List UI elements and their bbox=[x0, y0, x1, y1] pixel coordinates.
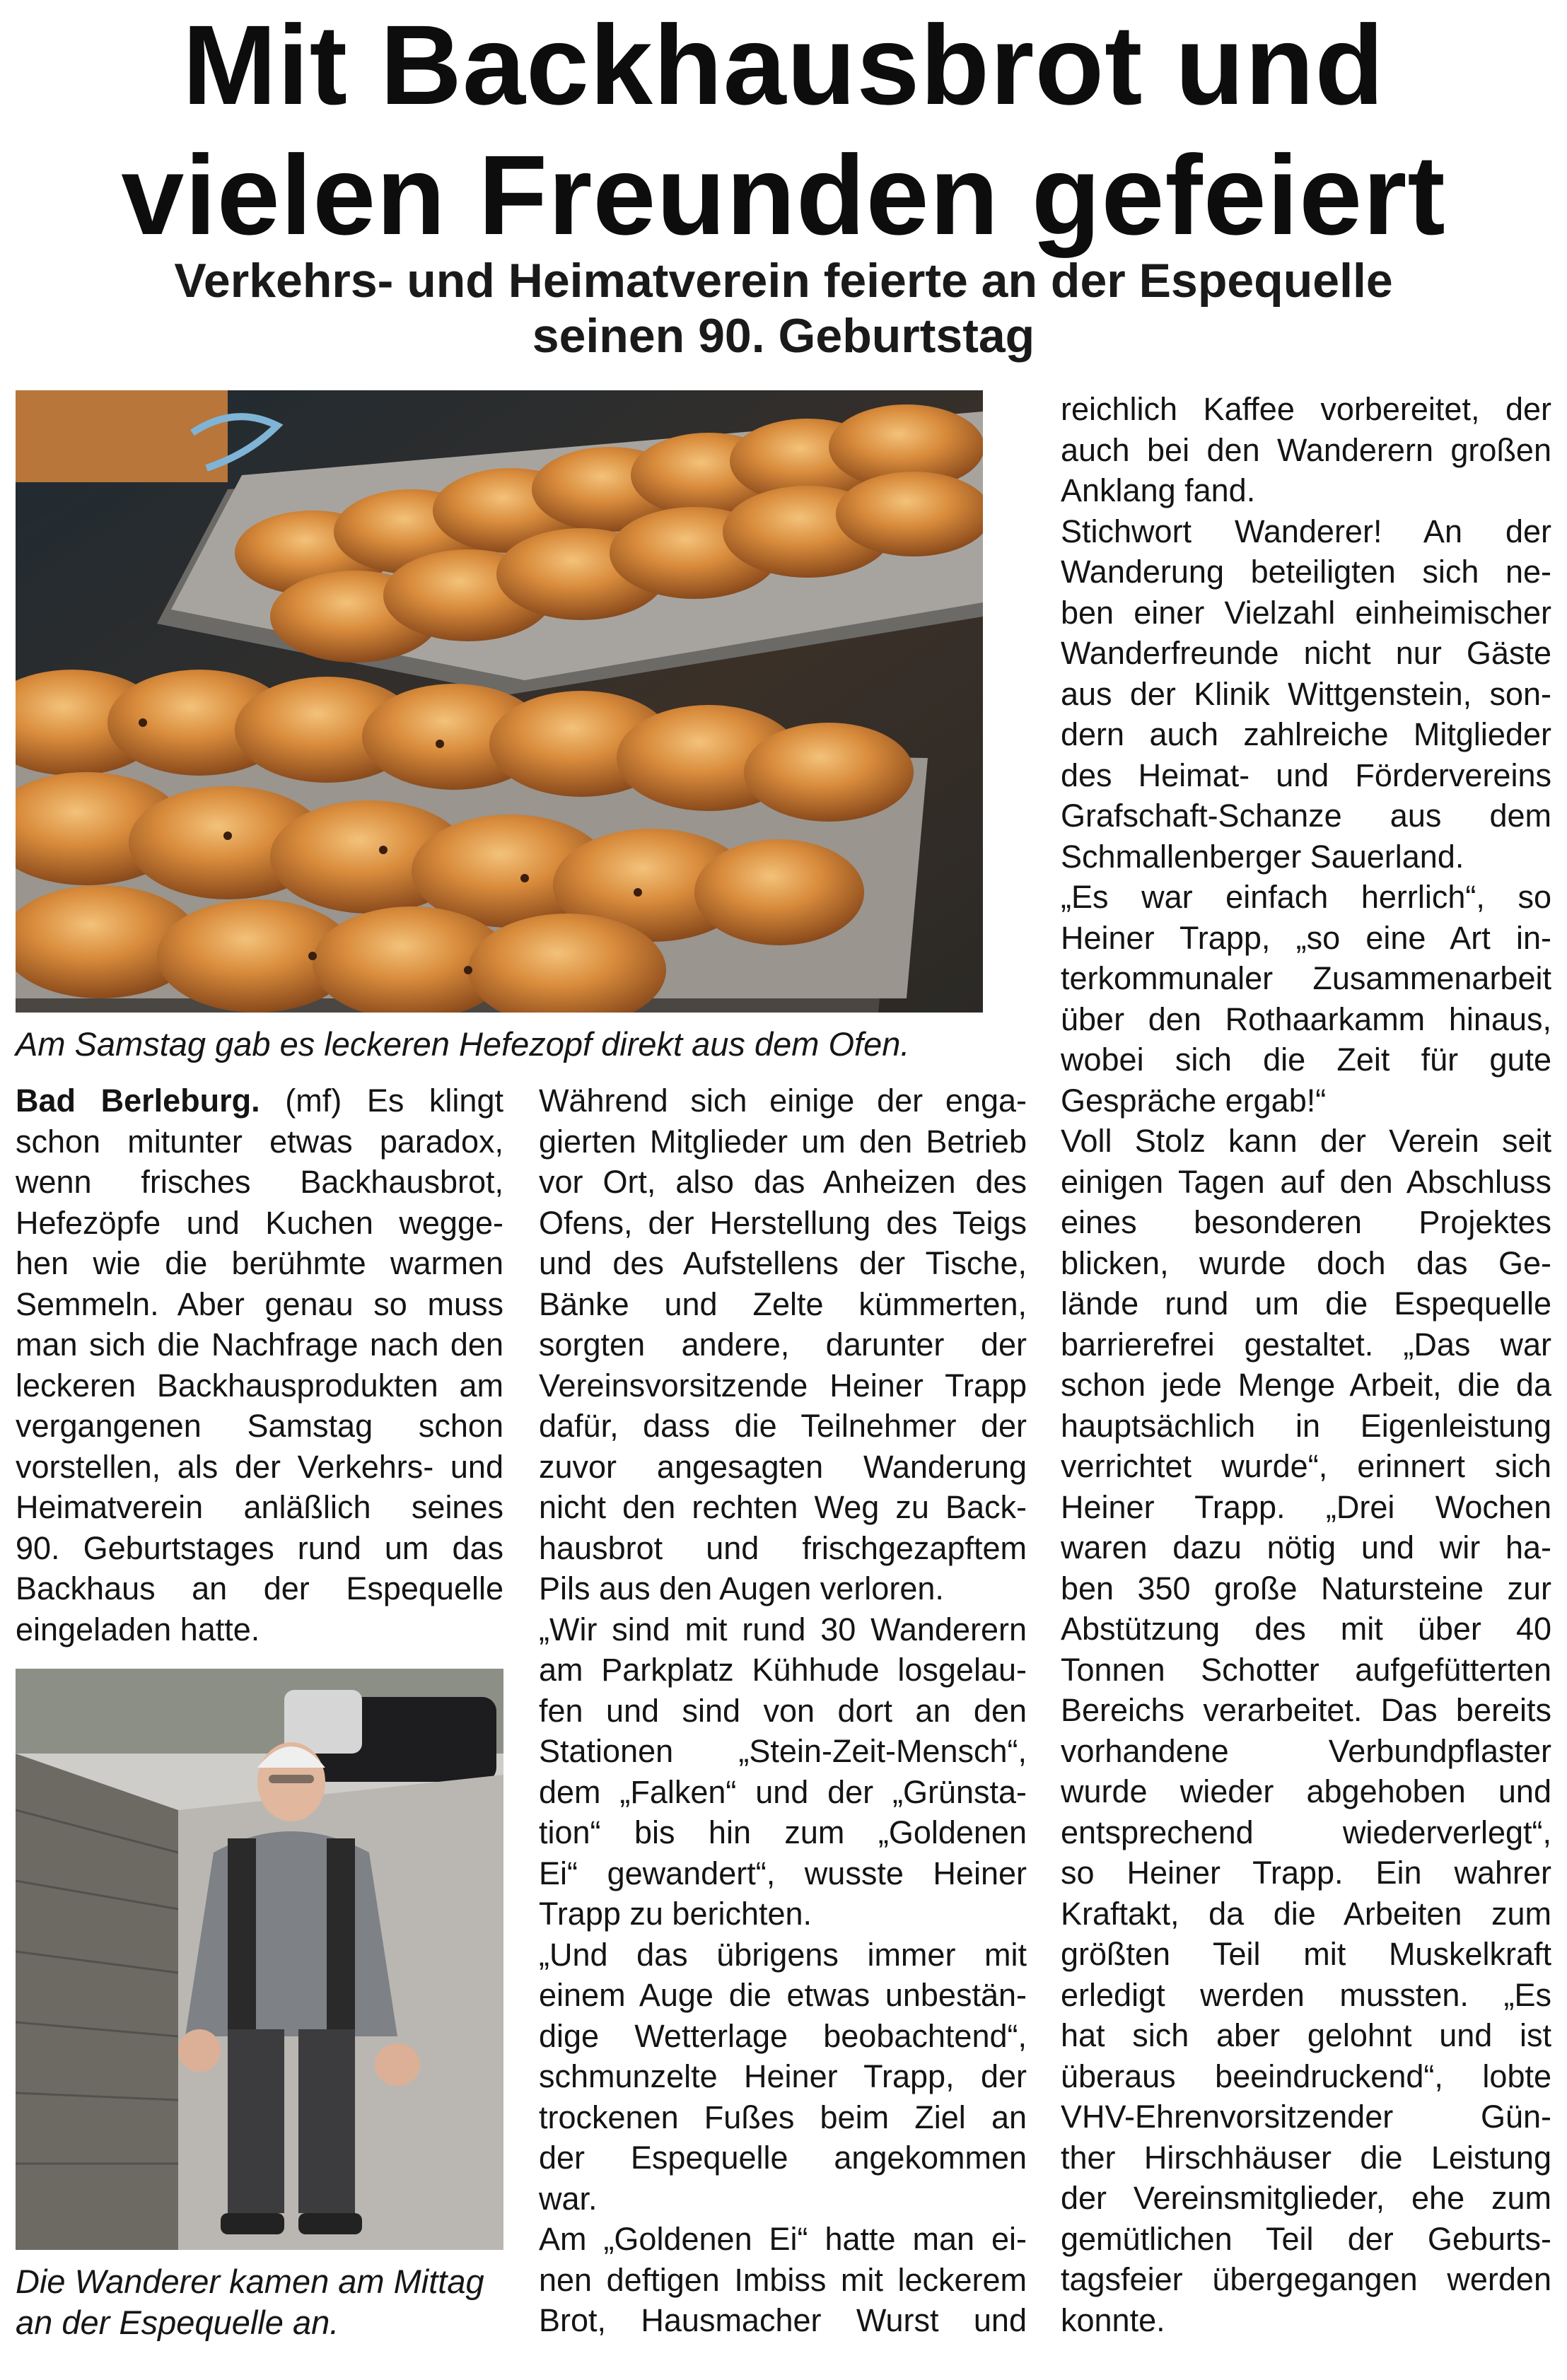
article-line: ben 350 große Natursteine zur bbox=[1061, 1570, 1551, 1606]
headline-line-2: vielen Freunden gefeiert bbox=[121, 132, 1446, 258]
article-line: Hefezöpfe und Kuchen wegge- bbox=[16, 1204, 503, 1241]
article-line: „Es war einfach herrlich“, so bbox=[1061, 879, 1551, 915]
article-line: war. bbox=[539, 2180, 598, 2217]
article-line: Während sich einige der enga- bbox=[539, 1083, 1027, 1119]
bread-photo-caption bbox=[16, 1024, 909, 1065]
headline-line-1: Mit Backhausbrot und bbox=[182, 1, 1385, 128]
article-line: ben einer Vielzahl einheimischer bbox=[1061, 594, 1551, 631]
article-line: trockenen Fußes beim Ziel an bbox=[539, 2099, 1027, 2135]
article-line: auch bei den Wanderern großen bbox=[1061, 431, 1551, 468]
article-line: blicken, wurde doch das Ge- bbox=[1061, 1244, 1551, 1281]
article-line: barrierefrei gestaltet. „Das war bbox=[1061, 1326, 1551, 1363]
article-line: Ofens, der Herstellung des Teigs bbox=[539, 1204, 1027, 1241]
article-line: schon mitunter etwas paradox, bbox=[16, 1123, 503, 1160]
article-line: Pils aus den Augen verloren. bbox=[539, 1570, 944, 1606]
article-line: Tonnen Schotter aufgefütterten bbox=[1061, 1651, 1551, 1688]
article-line: fen und sind von dort an den bbox=[539, 1692, 1027, 1729]
article-line: Stationen „Stein-Zeit-Mensch“, bbox=[539, 1733, 1027, 1769]
article-line: gierten Mitglieder um den Betrieb bbox=[539, 1123, 1027, 1160]
article-line: vergangenen Samstag schon bbox=[16, 1408, 503, 1444]
article-line: über den Rothaarkamm hinaus, bbox=[1061, 1001, 1551, 1037]
article-line: einem Auge die etwas unbestän- bbox=[539, 1977, 1027, 2013]
bread-photo bbox=[16, 390, 983, 1013]
article-line: des Heimat- und Fördervereins bbox=[1061, 757, 1551, 793]
article-line: schon jede Menge Arbeit, die da bbox=[1061, 1367, 1551, 1403]
article-line: Gespräche ergab!“ bbox=[1061, 1082, 1327, 1119]
article-line: verrichtet wurde“, erinnert sich bbox=[1061, 1448, 1551, 1484]
article-line: Brot, Hausmacher Wurst und bbox=[539, 2302, 1027, 2338]
article-line: der Espequelle angekommen bbox=[539, 2140, 1027, 2176]
article-line: überaus beeindruckend“, lobte bbox=[1061, 2058, 1551, 2094]
article-line: entsprechend wiederverlegt“, bbox=[1061, 1814, 1551, 1850]
article-line: ther Hirschhäuser die Leistung bbox=[1061, 2139, 1551, 2176]
article-column-3 bbox=[1061, 389, 1551, 2340]
article-text: (mf) Es klingt bbox=[260, 1083, 503, 1119]
article-line: der Vereinsmitglieder, ehe zum bbox=[1061, 2180, 1551, 2216]
article-line: Backhaus an der Espequelle bbox=[16, 1570, 503, 1606]
article-line: Schmallenberger Sauerland. bbox=[1061, 838, 1464, 875]
article-column-2 bbox=[539, 1080, 1027, 2341]
article-line: leckeren Backhausprodukten am bbox=[16, 1367, 503, 1404]
article-line: hat sich aber gelohnt und ist bbox=[1061, 2017, 1551, 2053]
article-line: nen deftigen Imbiss mit leckerem bbox=[539, 2261, 1027, 2298]
article-line: hausbrot und frischgezapftem bbox=[539, 1529, 1027, 1566]
article-line: und des Aufstellens der Tische, bbox=[539, 1245, 1027, 1281]
article-line: Semmeln. Aber genau so muss bbox=[16, 1285, 503, 1322]
article-line: dern auch zahlreiche Mitglieder bbox=[1061, 716, 1551, 752]
article-line: Heiner Trapp. „Drei Wochen bbox=[1061, 1488, 1551, 1525]
bread-photo-caption-text: Am Samstag gab es leckeren Hefezopf direkt aus dem Ofen. bbox=[16, 1025, 910, 1063]
article-line: Bänke und Zelte kümmerten, bbox=[539, 1285, 1027, 1322]
dateline: Bad Berleburg. bbox=[16, 1083, 260, 1119]
article-line: VHV-Ehrenvorsitzender Gün- bbox=[1061, 2099, 1551, 2135]
article-line: sorgten andere, darunter der bbox=[539, 1326, 1027, 1363]
article-line: man sich die Nachfrage nach den bbox=[16, 1326, 503, 1363]
article-line: vorstellen, als der Verkehrs- und bbox=[16, 1448, 503, 1485]
hikers-photo-caption-line-1: Die Wanderer kamen am Mittag bbox=[16, 2263, 484, 2300]
article-line: nicht den rechten Weg zu Back- bbox=[539, 1489, 1027, 1525]
subheadline-line-1: Verkehrs- und Heimatverein feierte an der Espequelle bbox=[174, 254, 1393, 308]
article-line: „Wir sind mit rund 30 Wanderern bbox=[539, 1611, 1027, 1647]
hikers-photo-image bbox=[16, 1669, 503, 2250]
article-line: waren dazu nötig und wir ha- bbox=[1061, 1529, 1551, 1565]
article-line: Vereinsvorsitzende Heiner Trapp bbox=[539, 1367, 1027, 1404]
article-line: lände rund um die Espequelle bbox=[1061, 1285, 1551, 1322]
hikers-photo-caption bbox=[16, 2261, 484, 2343]
article-line: dige Wetterlage beobachtend“, bbox=[539, 2017, 1027, 2054]
bread-photo-image bbox=[16, 390, 983, 1013]
headline bbox=[0, 0, 1567, 260]
article-line: einigen Tagen auf den Abschluss bbox=[1061, 1163, 1551, 1200]
article-line: Kraftakt, da die Arbeiten zum bbox=[1061, 1895, 1551, 1932]
article-column-1 bbox=[16, 1080, 503, 1650]
article-line: Wanderfreunde nicht nur Gäste bbox=[1061, 635, 1551, 671]
article-line: eingeladen hatte. bbox=[16, 1611, 260, 1647]
article-line: Stichwort Wanderer! An der bbox=[1061, 513, 1551, 549]
article-line: wobei sich die Zeit für gute bbox=[1061, 1042, 1551, 1078]
article-line: Trapp zu berichten. bbox=[539, 1896, 812, 1932]
article-line: Grafschaft-Schanze aus dem bbox=[1061, 798, 1551, 834]
article-line: Anklang fand. bbox=[1061, 472, 1256, 508]
article-line: vorhandene Verbundpflaster bbox=[1061, 1732, 1551, 1769]
article-line: eines besonderen Projektes bbox=[1061, 1204, 1551, 1240]
subheadline bbox=[0, 253, 1567, 363]
article-line: dafür, dass die Teilnehmer der bbox=[539, 1408, 1027, 1444]
article-line: „Und das übrigens immer mit bbox=[539, 1936, 1027, 1973]
article-line: hen wie die berühmte warmen bbox=[16, 1245, 503, 1281]
article-line: Bereichs verarbeitet. Das bereits bbox=[1061, 1692, 1551, 1728]
article-line: am Parkplatz Kühhude losgelau- bbox=[539, 1652, 1027, 1688]
article-line: Ei“ gewandert“, wusste Heiner bbox=[539, 1855, 1027, 1891]
article-line: erledigt werden mussten. „Es bbox=[1061, 1976, 1551, 2013]
article-line: dem „Falken“ und der „Grünsta- bbox=[539, 1773, 1027, 1810]
article-line: reichlich Kaffee vorbereitet, der bbox=[1061, 391, 1551, 427]
subheadline-line-2: seinen 90. Geburtstag bbox=[532, 309, 1035, 363]
article-line: Am „Goldenen Ei“ hatte man ei- bbox=[539, 2221, 1027, 2257]
article-line: Heiner Trapp, „so eine Art in- bbox=[1061, 919, 1551, 956]
hikers-photo-caption-line-2: an der Espequelle an. bbox=[16, 2304, 339, 2341]
article-line: so Heiner Trapp. Ein wahrer bbox=[1061, 1855, 1551, 1891]
article-line: Wanderung beteiligten sich ne- bbox=[1061, 554, 1551, 590]
hikers-photo bbox=[16, 1669, 503, 2250]
article-line: 90. Geburtstages rund um das bbox=[16, 1529, 503, 1566]
article-line: Voll Stolz kann der Verein seit bbox=[1061, 1123, 1551, 1159]
article-line: Heimatverein anläßlich seines bbox=[16, 1489, 503, 1525]
article-line: wurde wieder abgehoben und bbox=[1061, 1773, 1551, 1809]
article-line: vor Ort, also das Anheizen des bbox=[539, 1164, 1027, 1200]
article-line: wenn frisches Backhausbrot, bbox=[16, 1164, 503, 1200]
article-line: zuvor angesagten Wanderung bbox=[539, 1448, 1027, 1485]
article-line: terkommunaler Zusammenarbeit bbox=[1061, 960, 1551, 996]
article-line: gemütlichen Teil der Geburts- bbox=[1061, 2220, 1551, 2257]
article-line: schmunzelte Heiner Trapp, der bbox=[539, 2058, 1027, 2094]
article-line: tion“ bis hin zum „Goldenen bbox=[539, 1814, 1027, 1850]
article-line: aus der Klinik Wittgenstein, son- bbox=[1061, 675, 1551, 712]
article-line: konnte. bbox=[1061, 2302, 1165, 2338]
article-line bbox=[16, 1080, 503, 1121]
article-line: Abstützung des mit über 40 bbox=[1061, 1611, 1551, 1647]
article-line: tagsfeier übergegangen werden bbox=[1061, 2261, 1551, 2297]
article-line: größten Teil mit Muskelkraft bbox=[1061, 1936, 1551, 1972]
article-line: hauptsächlich in Eigenleistung bbox=[1061, 1407, 1551, 1444]
